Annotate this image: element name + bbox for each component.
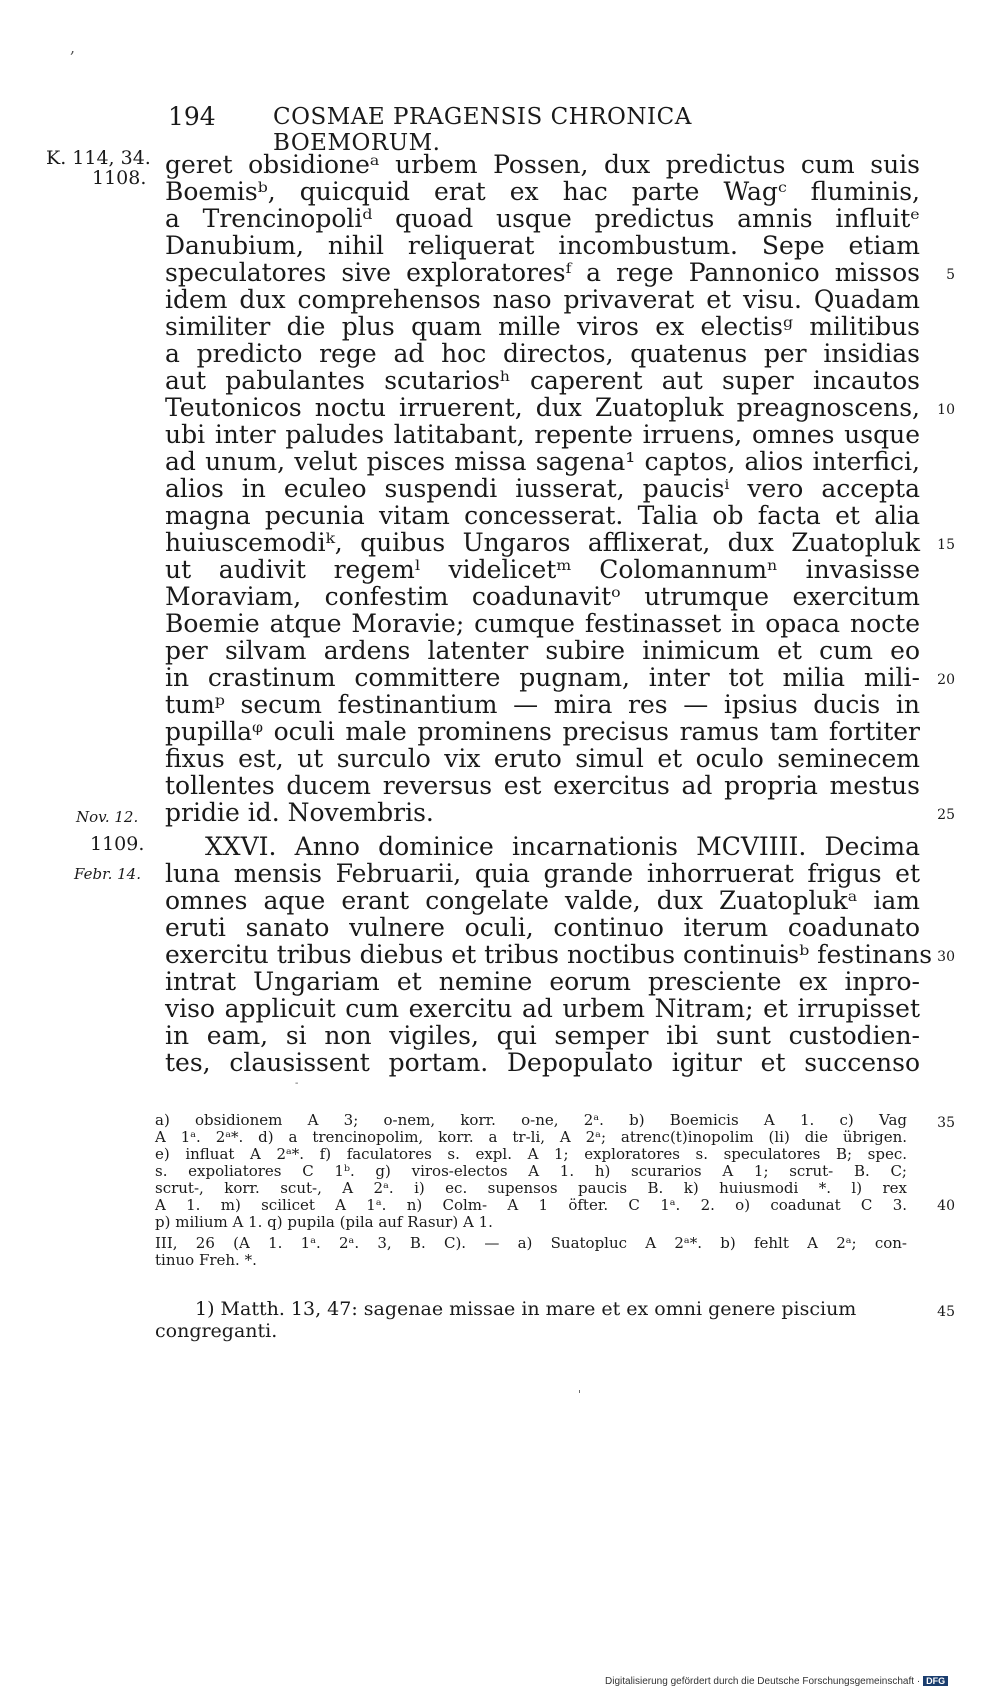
- text-line: a predicto rege ad hoc directos, quatenus per insidias: [165, 339, 920, 368]
- text-line: a Trencinopoliᵈ quoad usque predictus amnis influitᵉ: [165, 204, 920, 233]
- apparatus-line: A 1ᵃ. 2ᵃ*. d) a trencinopolim, korr. a tr-li, A 2ᵃ; atrenc(t)inopolim (li) die übrigen.: [155, 1128, 907, 1146]
- line-number: 35: [937, 1115, 955, 1131]
- text-line: pridie id. Novembris.: [165, 798, 434, 827]
- line-number: 45: [937, 1304, 955, 1320]
- text-line: Danubium, nihil reliquerat incombustum. Sepe etiam: [165, 231, 920, 260]
- text-line: luna mensis Februarii, quia grande inhorruerat frigus et: [165, 859, 920, 888]
- credit-text: Digitalisierung gefördert durch die Deutsche Forschungsgemeinschaft ·: [605, 1676, 921, 1687]
- page-number: 194: [168, 102, 216, 131]
- text-line: tumᵖ secum festinantium — mira res — ipsius ducis in: [165, 690, 920, 719]
- page-header: [168, 102, 828, 156]
- text-line: in eam, si non vigiles, qui semper ibi sunt custodien-: [165, 1021, 920, 1050]
- text-line: Moraviam, confestim coadunavitᵒ utrumque exercitum: [165, 582, 920, 611]
- apparatus-line: scrut-, korr. scut-, A 2ᵃ. i) ec. supensos paucis B. k) huiusmodi *. l) rex: [155, 1179, 907, 1197]
- text-line: in crastinum committere pugnam, inter tot milia mili-: [165, 663, 920, 692]
- text-line: huiuscemodiᵏ, quibus Ungaros afflixerat, dux Zuatopluk: [165, 528, 920, 557]
- line-number: 25: [937, 807, 955, 823]
- chapter-heading-line: XXVI. Anno dominice incarnationis MCVIIII. Decima: [205, 832, 920, 861]
- margin-year-1109: 1109.: [90, 833, 145, 855]
- line-number: 5: [946, 267, 955, 283]
- text-line: idem dux comprehensos naso privaverat et visu. Quadam: [165, 285, 920, 314]
- scan-speck: -: [295, 1078, 299, 1089]
- line-number: 10: [937, 402, 955, 418]
- text-line: intrat Ungariam et nemine eorum presciente ex inpro-: [165, 967, 920, 996]
- text-line: alios in eculeo suspendi iusserat, paucisⁱ vero accepta: [165, 474, 920, 503]
- dfg-logo: DFG: [923, 1676, 948, 1686]
- margin-ref: K. 114, 34.: [46, 147, 151, 169]
- text-line: omnes aque erant congelate valde, dux Zuatoplukᵃ iam: [165, 886, 920, 915]
- apparatus-line: tinuo Freh. *.: [155, 1251, 257, 1269]
- apparatus-line: III, 26 (A 1. 1ᵃ. 2ᵃ. 3, B. C). — a) Suatopluc A 2ᵃ*. b) fehlt A 2ᵃ; con-: [155, 1234, 907, 1252]
- apparatus-line: a) obsidionem A 3; o-nem, korr. o-ne, 2ᵃ. b) Boemicis A 1. c) Vag: [155, 1111, 907, 1129]
- apparatus-line: e) influat A 2ᵃ*. f) faculatores s. expl. A 1; exploratores s. speculatores B; spec.: [155, 1145, 907, 1163]
- text-line: viso applicuit cum exercitu ad urbem Nitram; et irrupisset: [165, 994, 920, 1023]
- margin-date-nov: Nov. 12.: [76, 808, 139, 826]
- text-line: geret obsidioneᵃ urbem Possen, dux predictus cum suis: [165, 150, 920, 179]
- line-number: 15: [937, 537, 955, 553]
- text-line: per silvam ardens latenter subire inimicum et cum eo: [165, 636, 920, 665]
- text-line: Boemisᵇ, quicquid erat ex hac parte Wagᶜ fluminis,: [165, 177, 920, 206]
- apparatus-line: p) milium A 1. q) pupila (pila auf Rasur) A 1.: [155, 1213, 493, 1231]
- text-line: similiter die plus quam mille viros ex electisᵍ militibus: [165, 312, 920, 341]
- line-number: 30: [937, 949, 955, 965]
- scan-speck: ,: [70, 38, 76, 57]
- text-line: magna pecunia vitam concesserat. Talia ob facta et alia: [165, 501, 920, 530]
- text-line: tollentes ducem reversus est exercitus ad propria mestus: [165, 771, 920, 800]
- margin-year-1108: 1108.: [92, 167, 147, 189]
- digitization-credit: [605, 1676, 948, 1687]
- scan-speck: ': [578, 1388, 582, 1401]
- apparatus-line: A 1. m) scilicet A 1ᵃ. n) Colm- A 1 öfter. C 1ᵃ. 2. o) coadunat C 3.: [155, 1196, 907, 1214]
- text-line: tes, clausissent portam. Depopulato igitur et succenso: [165, 1048, 920, 1077]
- text-line: aut pabulantes scutariosʰ caperent aut super incautos: [165, 366, 920, 395]
- text-line: speculatores sive exploratoresᶠ a rege Pannonico missos: [165, 258, 920, 287]
- margin-date-febr: Febr. 14.: [74, 865, 141, 883]
- text-line: exercitu tribus diebus et tribus noctibus continuisᵇ festinans: [165, 940, 933, 969]
- text-line: fixus est, ut surculo vix eruto simul et oculo seminecem: [165, 744, 920, 773]
- text-line: Teutonicos noctu irruerent, dux Zuatopluk preagnoscens,: [165, 393, 920, 422]
- text-line: pupillaᵠ oculi male prominens precisus ramus tam fortiter: [165, 717, 920, 746]
- apparatus-line: s. expoliatores C 1ᵇ. g) viros-electos A 1. h) scurarios A 1; scrut- B. C;: [155, 1162, 907, 1180]
- line-number: 20: [937, 672, 955, 688]
- text-line: Boemie atque Moravie; cumque festinasset in opaca nocte: [165, 609, 920, 638]
- source-footnote: 1) Matth. 13, 47: sagenae missae in mare et ex omni genere piscium congreganti.: [155, 1298, 857, 1342]
- text-line: ad unum, velut pisces missa sagena¹ captos, alios interfici,: [165, 447, 920, 476]
- text-line: ut audivit regemˡ videlicetᵐ Colomannumⁿ invasisse: [165, 555, 920, 584]
- running-title: COSMAE PRAGENSIS CHRONICA BOEMORUM.: [273, 104, 692, 156]
- text-line: ubi inter paludes latitabant, repente irruens, omnes usque: [165, 420, 920, 449]
- text-line: eruti sanato vulnere oculi, continuo iterum coadunato: [165, 913, 920, 942]
- line-number: 40: [937, 1198, 955, 1214]
